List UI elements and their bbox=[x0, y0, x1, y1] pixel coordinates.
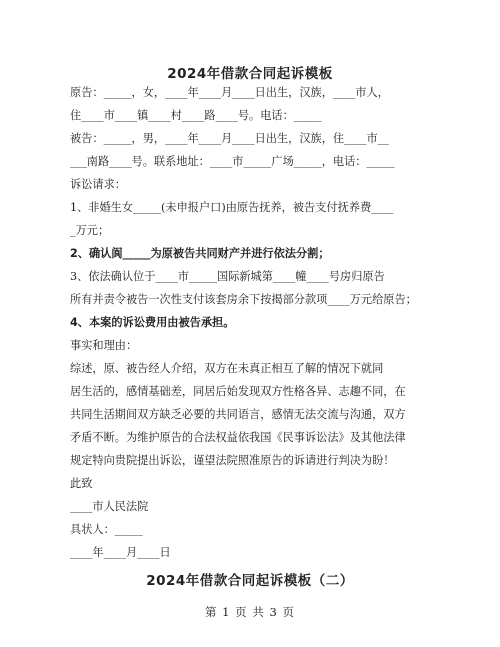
facts-line-5: 规定特向贵院提出诉讼，谨望法院照准原告的诉请进行判决为盼！ bbox=[70, 454, 395, 467]
court-name: ____市人民法院 bbox=[70, 500, 149, 513]
document-title: 2024年借款合同起诉模板 bbox=[167, 66, 333, 82]
date-line: ____年____月____日 bbox=[70, 546, 171, 559]
plaintiff-line-1: 原告：_____，女，____年____月____日出生，汉族，____市人， bbox=[70, 86, 389, 99]
closing-salutation: 此致 bbox=[70, 477, 93, 490]
facts-line-1: 综述，原、被告经人介绍，双方在未真正相互了解的情况下就同 bbox=[70, 362, 384, 375]
facts-line-4: 矛盾不断。为维护原告的合法权益依我国《民事诉讼法》及其他法律 bbox=[70, 431, 406, 444]
claim-3-line-1: 3、依法确认位于____市_____国际新城第____幢____号房归原告 bbox=[70, 270, 385, 283]
facts-heading: 事实和理由： bbox=[70, 339, 138, 352]
claims-heading: 诉讼请求： bbox=[70, 178, 126, 191]
facts-line-2: 居生活的，感情基础差，同居后始发现双方性格各异、志趣不同，在 bbox=[70, 385, 406, 398]
second-section-title: 2024年借款合同起诉模板（二） bbox=[146, 573, 354, 589]
page-number: 第 1 页 共 3 页 bbox=[205, 605, 295, 619]
claim-1-line-2: _万元； bbox=[70, 224, 110, 237]
claim-2: 2、确认阆_____为原被告共同财产并进行依法分割； bbox=[70, 247, 330, 260]
claim-3-line-2: 所有并责令被告一次性支付该套房余下按揭部分款项____万元给原告； bbox=[70, 293, 417, 306]
plaintiff-line-2: 住____市____镇____村____路____号。电话：_____ bbox=[70, 109, 322, 122]
signer-line: 具状人：_____ bbox=[70, 523, 143, 536]
claim-1-line-1: 1、非婚生女_____(未申报户口)由原告抚养，被告支付抚养费____ bbox=[70, 201, 394, 214]
defendant-line-1: 被告：_____，男，____年____月____日出生，汉族，住____市__ bbox=[70, 132, 389, 145]
facts-line-3: 共同生活期间双方缺乏必要的共同语言，感情无法交流与沟通，双方 bbox=[70, 408, 406, 421]
claim-4: 4、本案的诉讼费用由被告承担。 bbox=[70, 316, 235, 329]
defendant-line-2: ___南路____号。联系地址：____市_____广场_____，电话：_____ bbox=[70, 155, 395, 168]
